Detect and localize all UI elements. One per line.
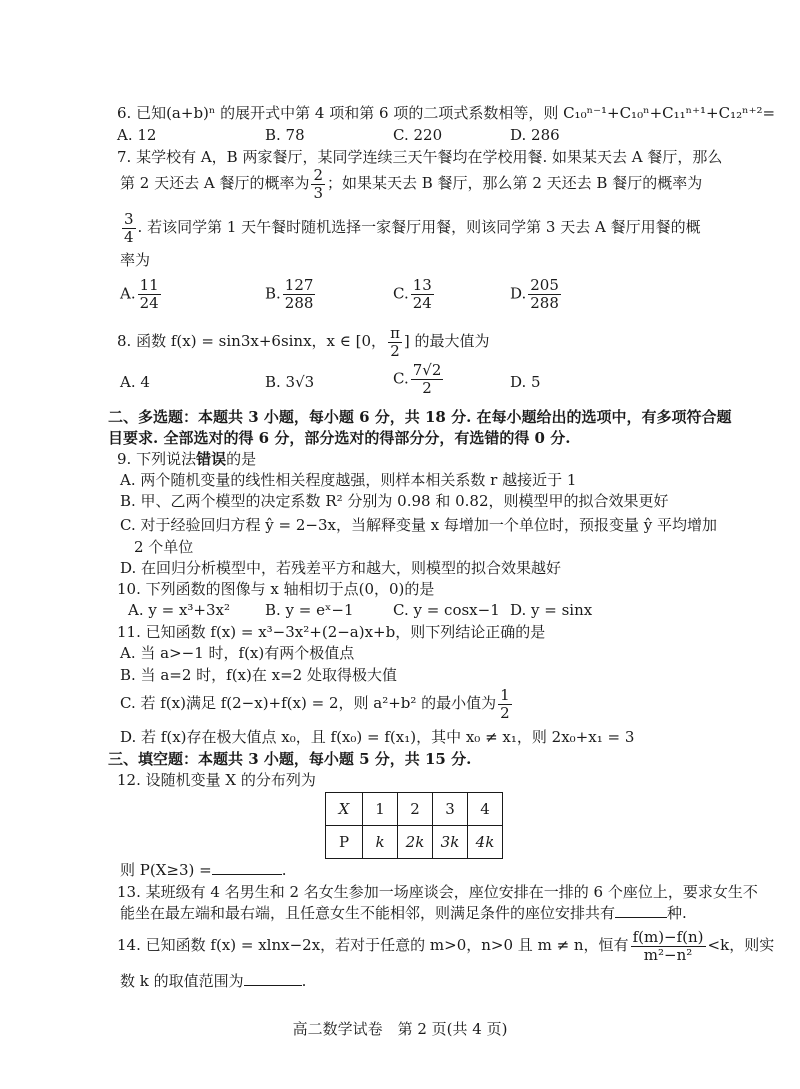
q7-frac1-den: 3 xyxy=(313,183,323,202)
distribution-table xyxy=(325,792,503,859)
q12-answer-post: . xyxy=(281,861,287,879)
q7-option-a-den: 24 xyxy=(139,294,159,312)
table-cell: 2 xyxy=(398,793,433,826)
q7-option-a-label: A. xyxy=(120,284,136,303)
q9-option-b: B. 甲、乙两个模型的决定系数 R² 分别为 0.98 和 0.82，则模型甲的拟合效果更好 xyxy=(120,492,669,510)
q11-option-d: D. 若 f(x)存在极大值点 x₀，且 f(x₀) = f(x₁)，其中 x₀ ≠ x₁，则 2x₀+x₁ = 3 xyxy=(120,728,635,746)
q10-option-d: D. y = sinx xyxy=(510,601,593,619)
section2-heading-line1: 二、多选题：本题共 3 小题，每小题 6 分，共 18 分. 在每小题给出的选项中，有多项符合题 xyxy=(108,408,732,426)
q7-option-d xyxy=(510,277,563,312)
q7-option-a-num: 11 xyxy=(139,276,159,294)
q7-option-b-den: 288 xyxy=(284,294,314,312)
table-cell: 4k xyxy=(468,826,503,859)
q11-stem: 11. 已知函数 f(x) = x³−3x²+(2−a)x+b，则下列结论正确的是 xyxy=(117,623,546,641)
q14-answer-blank[interactable] xyxy=(244,971,302,986)
q7-fraction-3-4 xyxy=(122,211,136,246)
q7-frac2-num: 3 xyxy=(124,209,134,228)
q9-option-c-line2: 2 个单位 xyxy=(134,538,194,556)
q14-frac-den: m²−n² xyxy=(643,945,693,964)
q7-line2 xyxy=(120,166,702,202)
page-footer: 高二数学试卷 第 2 页(共 4 页) xyxy=(292,1020,508,1038)
q7-fraction-2-3 xyxy=(311,167,325,202)
q11-option-c-pre: C. 若 f(x)满足 f(2−x)+f(x) = 2，则 a²+b² 的最小值为 xyxy=(120,694,497,712)
q7-line3-post: . 若该同学第 1 天午餐时随机选择一家餐厅用餐，则该同学第 3 天去 A 餐厅用餐的概 xyxy=(137,218,701,236)
q9-option-d: D. 在回归分析模型中，若残差平方和越大，则模型的拟合效果越好 xyxy=(120,559,562,577)
q8-stem-post: ] 的最大值为 xyxy=(403,332,490,350)
q10-stem: 10. 下列函数的图像与 x 轴相切于点(0，0)的是 xyxy=(117,580,435,598)
q8-frac-num: π xyxy=(390,323,400,342)
q14-line2-pre: 数 k 的取值范围为 xyxy=(120,972,244,990)
q11-option-c xyxy=(120,686,514,722)
q8-option-c xyxy=(393,362,445,397)
section3-heading: 三、填空题：本题共 3 小题，每小题 5 分，共 15 分. xyxy=(108,750,472,768)
q7-frac1-num: 2 xyxy=(313,165,323,184)
q7-option-c-label: C. xyxy=(393,284,409,303)
table-cell: 3 xyxy=(433,793,468,826)
q7-option-b-label: B. xyxy=(265,284,281,303)
q9-option-a: A. 两个随机变量的线性相关程度越强，则样本相关系数 r 越接近于 1 xyxy=(120,471,577,489)
q7-option-d-num: 205 xyxy=(530,276,559,294)
q11-option-b: B. 当 a=2 时，f(x)在 x=2 处取得极大值 xyxy=(120,666,397,684)
q12-answer-blank[interactable] xyxy=(212,860,282,875)
q7-option-c xyxy=(393,277,436,312)
q7-line1: 7. 某学校有 A，B 两家餐厅，某同学连续三天午餐均在学校用餐. 如果某天去 A 餐厅，那么 xyxy=(117,148,723,166)
q12-answer-pre: 则 P(X≥3) = xyxy=(120,861,212,879)
q8-frac-den: 2 xyxy=(390,341,400,360)
q14-line2-post: . xyxy=(301,972,307,990)
q7-option-c-num: 13 xyxy=(412,276,432,294)
q13-line2 xyxy=(120,903,687,923)
q8-option-c-den: 2 xyxy=(422,379,432,397)
distribution-row-x xyxy=(326,793,503,826)
q12-stem: 12. 设随机变量 X 的分布列为 xyxy=(117,771,316,789)
q14-stem-pre: 14. 已知函数 f(x) = xlnx−2x，若对于任意的 m>0，n>0 且 m ≠ n，恒有 xyxy=(117,936,629,954)
table-cell: 1 xyxy=(363,793,398,826)
q13-line2-post: 种. xyxy=(667,904,687,922)
q7-option-d-den: 288 xyxy=(530,294,559,312)
q6-option-d: D. 286 xyxy=(510,126,560,144)
q12-answer-line xyxy=(120,860,286,880)
q11-option-c-den: 2 xyxy=(500,703,510,722)
q8-option-d: D. 5 xyxy=(510,373,541,391)
q9-stem-post: 的是 xyxy=(226,450,257,468)
q9-stem-pre: 9. 下列说法 xyxy=(117,450,197,468)
q14-stem xyxy=(117,927,774,964)
q8-option-c-label: C. xyxy=(393,369,409,388)
table-cell: 3k xyxy=(433,826,468,859)
q6-option-c: C. 220 xyxy=(393,126,443,144)
q7-option-b xyxy=(265,277,317,312)
q8-fraction-pi-2 xyxy=(388,325,402,360)
q7-line2-post: ；如果某天去 B 餐厅，那么第 2 天还去 B 餐厅的概率为 xyxy=(327,174,703,192)
q11-option-a: A. 当 a>−1 时，f(x)有两个极值点 xyxy=(120,644,355,662)
q10-option-b: B. y = eˣ−1 xyxy=(265,601,354,619)
q14-line2 xyxy=(120,971,306,991)
q7-option-b-num: 127 xyxy=(284,276,314,294)
q8-stem-pre: 8. 函数 f(x) = sin3x+6sinx，x ∈ [0， xyxy=(117,332,387,350)
q13-answer-blank[interactable] xyxy=(615,903,667,918)
q7-option-c-den: 24 xyxy=(412,294,432,312)
q7-option-d-label: D. xyxy=(510,284,527,303)
q9-stem-emphasis: 错误 xyxy=(196,450,227,468)
q14-fraction xyxy=(631,929,706,964)
table-cell: 4 xyxy=(468,793,503,826)
q8-stem xyxy=(117,324,490,360)
q9-option-c-line1: C. 对于经验回归方程 ŷ = 2−3x，当解释变量 x 每增加一个单位时，预报变量 ŷ 平均增加 xyxy=(120,516,717,534)
section2-heading-line2: 目要求. 全部选对的得 6 分，部分选对的得部分分，有选错的得 0 分. xyxy=(108,429,571,447)
q13-line2-pre: 能坐在最左端和最右端，且任意女生不能相邻，则满足条件的座位安排共有 xyxy=(120,904,616,922)
q7-line3 xyxy=(120,210,701,246)
table-cell: k xyxy=(363,826,398,859)
q13-line1: 13. 某班级有 4 名男生和 2 名女生参加一场座谈会，座位安排在一排的 6 个座位上，要求女生不 xyxy=(117,883,758,901)
q8-option-b: B. 3√3 xyxy=(265,373,315,391)
q6-option-b: B. 78 xyxy=(265,126,305,144)
table-cell: P xyxy=(326,826,363,859)
q7-frac2-den: 4 xyxy=(124,227,134,246)
q8-option-c-num: 7√2 xyxy=(412,361,442,379)
q10-option-c: C. y = cosx−1 xyxy=(393,601,500,619)
q7-line2-pre: 第 2 天还去 A 餐厅的概率为 xyxy=(120,174,310,192)
q11-option-c-num: 1 xyxy=(500,685,510,704)
q6-option-a: A. 12 xyxy=(117,126,157,144)
q14-frac-num: f(m)−f(n) xyxy=(632,927,704,946)
q6-stem: 6. 已知(a+b)ⁿ 的展开式中第 4 项和第 6 项的二项式系数相等，则 C₁₀ⁿ⁻¹+C₁₀ⁿ+C₁₁ⁿ⁺¹+C₁₂ⁿ⁺²= xyxy=(117,104,776,122)
q9-stem xyxy=(117,449,256,469)
table-cell: 2k xyxy=(398,826,433,859)
q14-stem-post: <k，则实 xyxy=(707,936,775,954)
table-cell: X xyxy=(326,793,363,826)
q7-option-a xyxy=(120,277,163,312)
q10-option-a: A. y = x³+3x² xyxy=(128,601,231,619)
q7-line4: 率为 xyxy=(120,251,151,269)
q8-option-a: A. 4 xyxy=(120,373,150,391)
distribution-row-p xyxy=(326,826,503,859)
